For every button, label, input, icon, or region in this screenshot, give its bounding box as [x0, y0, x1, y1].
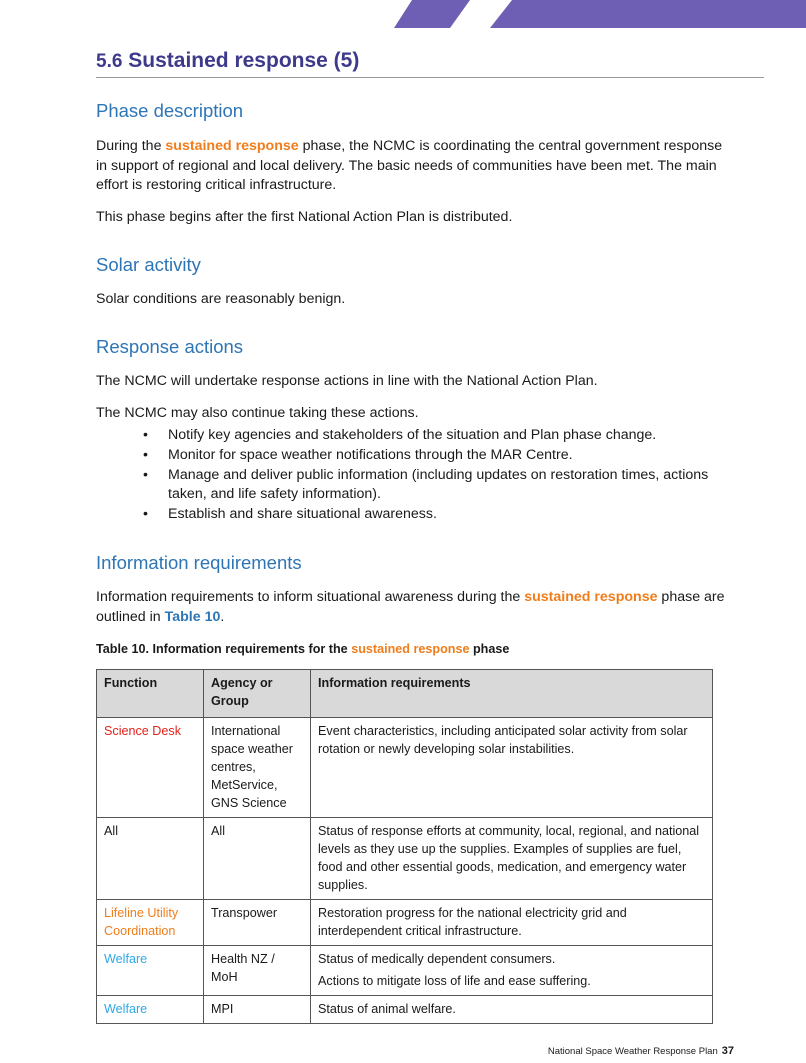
- requirement-text: Status of animal welfare.: [318, 1002, 456, 1016]
- section-title: [96, 48, 764, 78]
- table-row: [97, 900, 713, 946]
- information-requirements-paragraph: [96, 588, 736, 627]
- section-title-text: Sustained response (5): [128, 49, 360, 72]
- column-header-function: Function: [97, 670, 204, 718]
- agency-cell: Transpower: [204, 900, 311, 946]
- requirements-cell: [311, 900, 713, 946]
- agency-cell: All: [204, 818, 311, 900]
- text-run: During the: [96, 138, 166, 154]
- column-header-requirements: Information requirements: [311, 670, 713, 718]
- response-actions-paragraph-2: The NCMC may also continue taking these actions.: [96, 405, 419, 421]
- information-requirements-table: [96, 669, 713, 1024]
- list-item: • Establish and share situational awareness.: [143, 505, 743, 525]
- requirement-text: Actions to mitigate loss of life and ease suffering.: [318, 974, 591, 988]
- table-caption: [96, 640, 509, 658]
- requirements-cell: [311, 996, 713, 1024]
- agency-cell: Health NZ / MoH: [204, 946, 311, 996]
- heading-information-requirements: Information requirements: [96, 552, 302, 573]
- function-cell: All: [97, 818, 204, 900]
- phase-name-highlight: sustained response: [165, 138, 299, 154]
- phase-description-paragraph: [96, 137, 736, 196]
- table-row: [97, 718, 713, 818]
- text-run: phase, the NCMC is coordinating the central government response in support of regional and local delivery. The basic needs of communities have been met. The main effort is restoring critical infrastructure.: [96, 138, 723, 193]
- text-run: phase: [469, 642, 510, 656]
- text-run: Table 10. Information requirements for the: [96, 642, 352, 656]
- function-cell: Lifeline Utility Coordination: [97, 900, 204, 946]
- requirement-text: Event characteristics, including anticipated solar activity from solar rotation or newly developing solar instabilities.: [318, 724, 688, 756]
- requirement-text: Status of medically dependent consumers.: [318, 952, 556, 966]
- phase-name-highlight: sustained response: [524, 589, 658, 605]
- phase-begin-paragraph: This phase begins after the first National Action Plan is distributed.: [96, 209, 513, 225]
- list-item: • Manage and deliver public information (including updates on restoration times, actions taken, and life safety information).: [143, 466, 743, 506]
- requirement-text: Status of response efforts at community, local, regional, and national levels as they use up the supplies. Examples of supplies are fuel, food and other essential goods, medication, and emergency water supplies.: [318, 824, 700, 892]
- heading-solar-activity: Solar activity: [96, 254, 201, 275]
- table-header-row: [97, 670, 713, 718]
- text-run: phase are outlined in: [96, 589, 725, 625]
- page-number: 37: [721, 1045, 734, 1057]
- text-run: Information requirements to inform situational awareness during the: [96, 589, 525, 605]
- table-row: [97, 996, 713, 1024]
- column-header-agency: Agency or Group: [204, 670, 311, 718]
- requirements-cell: [311, 718, 713, 818]
- heading-phase-description: Phase description: [96, 100, 244, 121]
- table-row: [97, 946, 713, 996]
- requirements-cell: [311, 946, 713, 996]
- text-run: .: [220, 608, 225, 625]
- list-item: • Monitor for space weather notifications through the MAR Centre.: [143, 446, 743, 466]
- section-number: 5.6: [96, 51, 123, 72]
- table-reference-link[interactable]: Table 10: [164, 608, 221, 625]
- function-cell: Welfare: [97, 946, 204, 996]
- function-cell: Science Desk: [97, 718, 204, 818]
- agency-cell: International space weather centres, MetService, GNS Science: [204, 718, 311, 818]
- response-actions-paragraph-1: The NCMC will undertake response actions in line with the National Action Plan.: [96, 373, 598, 389]
- solar-activity-paragraph: Solar conditions are reasonably benign.: [96, 291, 346, 307]
- phase-name-highlight: sustained response: [351, 642, 470, 656]
- footer-document-title: National Space Weather Response Plan: [547, 1046, 718, 1057]
- page-footer: [548, 1045, 734, 1057]
- agency-cell: MPI: [204, 996, 311, 1024]
- requirement-text: Restoration progress for the national electricity grid and interdependent critical infrastructure.: [318, 906, 627, 938]
- table-row: [97, 818, 713, 900]
- heading-response-actions: Response actions: [96, 336, 244, 357]
- header-banner: [0, 0, 806, 28]
- response-actions-list: [143, 426, 743, 525]
- list-item: • Notify key agencies and stakeholders of the situation and Plan phase change.: [143, 426, 743, 446]
- requirements-cell: [311, 818, 713, 900]
- function-cell: Welfare: [97, 996, 204, 1024]
